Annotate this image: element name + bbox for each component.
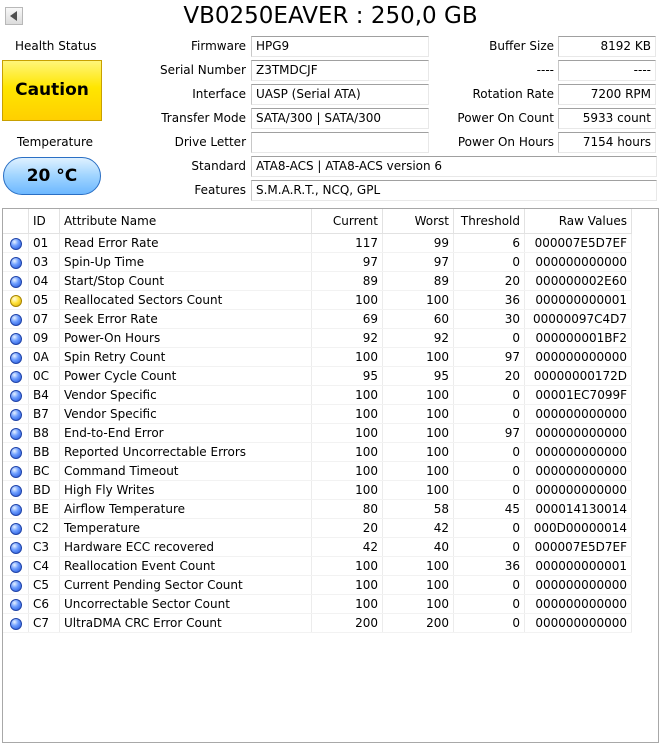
attribute-id: C7: [29, 614, 60, 633]
health-status-badge[interactable]: Caution: [2, 60, 102, 121]
power-on-count-field: 5933 count: [558, 108, 656, 129]
raw-value: 000000002E60: [525, 272, 632, 291]
threshold-value: 97: [454, 424, 525, 443]
threshold-value: 45: [454, 500, 525, 519]
attribute-id: C6: [29, 595, 60, 614]
table-row[interactable]: [3, 500, 632, 519]
table-row[interactable]: [3, 367, 632, 386]
good-status-icon: [10, 428, 22, 440]
worst-value: 100: [383, 424, 454, 443]
drive-letter-label: Drive Letter: [174, 135, 246, 149]
raw-value: 000007E5D7EF: [525, 538, 632, 557]
table-row[interactable]: [3, 614, 632, 633]
attribute-name: Read Error Rate: [60, 234, 312, 253]
attribute-name: Power-On Hours: [60, 329, 312, 348]
attribute-name: Spin-Up Time: [60, 253, 312, 272]
worst-value: 99: [383, 234, 454, 253]
column-header-threshold[interactable]: Threshold: [454, 209, 525, 234]
table-row[interactable]: [3, 272, 632, 291]
threshold-value: 6: [454, 234, 525, 253]
current-value: 20: [312, 519, 383, 538]
raw-value: 000000001BF2: [525, 329, 632, 348]
attribute-name: High Fly Writes: [60, 481, 312, 500]
worst-value: 100: [383, 481, 454, 500]
attribute-id: B4: [29, 386, 60, 405]
attribute-name: Reallocation Event Count: [60, 557, 312, 576]
threshold-value: 36: [454, 291, 525, 310]
temperature-badge[interactable]: 20 °C: [3, 157, 101, 195]
attribute-name: Reported Uncorrectable Errors: [60, 443, 312, 462]
attribute-name: Temperature: [60, 519, 312, 538]
threshold-value: 0: [454, 253, 525, 272]
status-cell: [3, 310, 29, 329]
attribute-name: Seek Error Rate: [60, 310, 312, 329]
table-row[interactable]: [3, 576, 632, 595]
features-label: Features: [194, 183, 246, 197]
status-cell: [3, 614, 29, 633]
table-row[interactable]: [3, 310, 632, 329]
disk-title: VB0250EAVER : 250,0 GB: [183, 3, 478, 29]
good-status-icon: [10, 352, 22, 364]
threshold-value: 0: [454, 405, 525, 424]
attribute-id: C3: [29, 538, 60, 557]
good-status-icon: [10, 257, 22, 269]
attribute-name: Spin Retry Count: [60, 348, 312, 367]
table-row[interactable]: [3, 348, 632, 367]
worst-value: 60: [383, 310, 454, 329]
table-row[interactable]: [3, 253, 632, 272]
attribute-id: 04: [29, 272, 60, 291]
worst-value: 100: [383, 443, 454, 462]
worst-value: 100: [383, 405, 454, 424]
attribute-id: 07: [29, 310, 60, 329]
attribute-name: Command Timeout: [60, 462, 312, 481]
threshold-value: 0: [454, 462, 525, 481]
good-status-icon: [10, 542, 22, 554]
table-row[interactable]: [3, 595, 632, 614]
attribute-id: BD: [29, 481, 60, 500]
threshold-value: 0: [454, 595, 525, 614]
drive-letter-field: [251, 132, 429, 153]
current-value: 200: [312, 614, 383, 633]
unknown-field: ----: [558, 60, 656, 81]
worst-value: 40: [383, 538, 454, 557]
threshold-value: 0: [454, 443, 525, 462]
good-status-icon: [10, 485, 22, 497]
attribute-id: 01: [29, 234, 60, 253]
table-row[interactable]: [3, 462, 632, 481]
current-value: 100: [312, 443, 383, 462]
current-value: 100: [312, 405, 383, 424]
worst-value: 200: [383, 614, 454, 633]
worst-value: 89: [383, 272, 454, 291]
worst-value: 100: [383, 595, 454, 614]
current-value: 100: [312, 291, 383, 310]
attribute-name: Uncorrectable Sector Count: [60, 595, 312, 614]
column-header-id[interactable]: ID: [29, 209, 60, 234]
worst-value: 97: [383, 253, 454, 272]
good-status-icon: [10, 371, 22, 383]
attribute-name: Current Pending Sector Count: [60, 576, 312, 595]
current-value: 100: [312, 595, 383, 614]
worst-value: 95: [383, 367, 454, 386]
transfer-mode-label: Transfer Mode: [161, 111, 246, 125]
status-cell: [3, 576, 29, 595]
threshold-value: 0: [454, 481, 525, 500]
raw-value: 00000097C4D7: [525, 310, 632, 329]
current-value: 100: [312, 557, 383, 576]
threshold-value: 0: [454, 576, 525, 595]
attribute-id: C5: [29, 576, 60, 595]
status-cell: [3, 367, 29, 386]
serial-number-field: Z3TMDCJF: [251, 60, 429, 81]
threshold-value: 36: [454, 557, 525, 576]
attribute-id: C4: [29, 557, 60, 576]
serial-number-label: Serial Number: [160, 63, 246, 77]
attribute-name: Vendor Specific: [60, 405, 312, 424]
current-value: 100: [312, 576, 383, 595]
table-row[interactable]: [3, 386, 632, 405]
threshold-value: 0: [454, 538, 525, 557]
raw-value: 000000000000: [525, 481, 632, 500]
good-status-icon: [10, 314, 22, 326]
smart-attributes-table[interactable]: [2, 208, 659, 743]
threshold-value: 0: [454, 329, 525, 348]
status-cell: [3, 557, 29, 576]
status-cell: [3, 538, 29, 557]
firmware-field: HPG9: [251, 36, 429, 57]
raw-value: 000000000000: [525, 348, 632, 367]
raw-value: 000000000000: [525, 443, 632, 462]
column-header-current[interactable]: Current: [312, 209, 383, 234]
attribute-name: Start/Stop Count: [60, 272, 312, 291]
attribute-id: C2: [29, 519, 60, 538]
attribute-name: Power Cycle Count: [60, 367, 312, 386]
raw-value: 000000000000: [525, 405, 632, 424]
current-value: 80: [312, 500, 383, 519]
raw-value: 000D00000014: [525, 519, 632, 538]
status-cell: [3, 253, 29, 272]
table-row[interactable]: [3, 234, 632, 253]
caution-status-icon: [10, 295, 22, 307]
attribute-id: 0C: [29, 367, 60, 386]
raw-value: 000000000000: [525, 576, 632, 595]
worst-value: 100: [383, 462, 454, 481]
good-status-icon: [10, 561, 22, 573]
threshold-value: 0: [454, 386, 525, 405]
worst-value: 92: [383, 329, 454, 348]
good-status-icon: [10, 276, 22, 288]
column-header-raw-values[interactable]: Raw Values: [525, 209, 632, 234]
threshold-value: 0: [454, 614, 525, 633]
good-status-icon: [10, 409, 22, 421]
good-status-icon: [10, 466, 22, 478]
status-cell: [3, 348, 29, 367]
attribute-id: 03: [29, 253, 60, 272]
table-row[interactable]: [3, 405, 632, 424]
attribute-name: End-to-End Error: [60, 424, 312, 443]
current-value: 117: [312, 234, 383, 253]
attribute-id: 05: [29, 291, 60, 310]
column-header-worst[interactable]: Worst: [383, 209, 454, 234]
current-value: 92: [312, 329, 383, 348]
threshold-value: 20: [454, 367, 525, 386]
good-status-icon: [10, 580, 22, 592]
interface-field: UASP (Serial ATA): [251, 84, 429, 105]
table-row[interactable]: [3, 557, 632, 576]
good-status-icon: [10, 333, 22, 345]
worst-value: 100: [383, 576, 454, 595]
temperature-label: Temperature: [17, 135, 94, 149]
power-on-hours-field: 7154 hours: [558, 132, 656, 153]
rotation-rate-label: Rotation Rate: [472, 87, 554, 101]
table-row[interactable]: [3, 538, 632, 557]
current-value: 97: [312, 253, 383, 272]
power-on-hours-label: Power On Hours: [457, 135, 554, 149]
raw-value: 000007E5D7EF: [525, 234, 632, 253]
worst-value: 100: [383, 291, 454, 310]
raw-value: 00000000172D: [525, 367, 632, 386]
power-on-count-label: Power On Count: [457, 111, 554, 125]
raw-value: 00001EC7099F: [525, 386, 632, 405]
current-value: 69: [312, 310, 383, 329]
raw-value: 000000000000: [525, 595, 632, 614]
health-status-label: Health Status: [15, 39, 97, 53]
attribute-id: B7: [29, 405, 60, 424]
status-cell: [3, 595, 29, 614]
firmware-label: Firmware: [191, 39, 246, 53]
rotation-rate-field: 7200 RPM: [558, 84, 656, 105]
table-row[interactable]: [3, 424, 632, 443]
status-cell: [3, 386, 29, 405]
good-status-icon: [10, 618, 22, 630]
threshold-value: 30: [454, 310, 525, 329]
transfer-mode-field: SATA/300 | SATA/300: [251, 108, 429, 129]
attribute-name: Hardware ECC recovered: [60, 538, 312, 557]
features-field: S.M.A.R.T., NCQ, GPL: [251, 180, 657, 201]
status-cell: [3, 443, 29, 462]
status-cell: [3, 272, 29, 291]
status-cell: [3, 291, 29, 310]
good-status-icon: [10, 523, 22, 535]
status-cell: [3, 405, 29, 424]
status-cell: [3, 481, 29, 500]
attribute-id: 09: [29, 329, 60, 348]
status-cell: [3, 500, 29, 519]
raw-value: 000000000000: [525, 253, 632, 272]
current-value: 89: [312, 272, 383, 291]
attribute-name: UltraDMA CRC Error Count: [60, 614, 312, 633]
raw-value: 000000000001: [525, 557, 632, 576]
status-cell: [3, 519, 29, 538]
attribute-id: B8: [29, 424, 60, 443]
status-cell: [3, 462, 29, 481]
attribute-name: Reallocated Sectors Count: [60, 291, 312, 310]
attribute-name: Airflow Temperature: [60, 500, 312, 519]
current-value: 95: [312, 367, 383, 386]
worst-value: 100: [383, 348, 454, 367]
table-header-row: [3, 209, 632, 234]
status-cell: [3, 329, 29, 348]
current-value: 100: [312, 462, 383, 481]
interface-label: Interface: [192, 87, 246, 101]
raw-value: 000000000000: [525, 424, 632, 443]
attribute-id: 0A: [29, 348, 60, 367]
table-row[interactable]: [3, 443, 632, 462]
worst-value: 42: [383, 519, 454, 538]
attribute-id: BE: [29, 500, 60, 519]
column-header-status[interactable]: [3, 209, 29, 234]
threshold-value: 20: [454, 272, 525, 291]
unknown-label: ----: [536, 63, 554, 77]
standard-label: Standard: [191, 159, 246, 173]
current-value: 100: [312, 424, 383, 443]
column-header-attribute-name[interactable]: Attribute Name: [60, 209, 312, 234]
standard-field: ATA8-ACS | ATA8-ACS version 6: [251, 156, 657, 177]
good-status-icon: [10, 390, 22, 402]
current-value: 42: [312, 538, 383, 557]
buffer-size-label: Buffer Size: [489, 39, 554, 53]
table-row[interactable]: [3, 329, 632, 348]
raw-value: 000014130014: [525, 500, 632, 519]
threshold-value: 0: [454, 519, 525, 538]
table-row[interactable]: [3, 481, 632, 500]
good-status-icon: [10, 447, 22, 459]
raw-value: 000000000000: [525, 614, 632, 633]
worst-value: 100: [383, 557, 454, 576]
attribute-name: Vendor Specific: [60, 386, 312, 405]
good-status-icon: [10, 504, 22, 516]
raw-value: 000000000000: [525, 462, 632, 481]
status-cell: [3, 234, 29, 253]
good-status-icon: [10, 238, 22, 250]
attribute-id: BC: [29, 462, 60, 481]
good-status-icon: [10, 599, 22, 611]
threshold-value: 97: [454, 348, 525, 367]
raw-value: 000000000001: [525, 291, 632, 310]
worst-value: 58: [383, 500, 454, 519]
current-value: 100: [312, 386, 383, 405]
buffer-size-field: 8192 KB: [558, 36, 656, 57]
worst-value: 100: [383, 386, 454, 405]
table-row[interactable]: [3, 291, 632, 310]
current-value: 100: [312, 481, 383, 500]
current-value: 100: [312, 348, 383, 367]
status-cell: [3, 424, 29, 443]
table-row[interactable]: [3, 519, 632, 538]
attribute-id: BB: [29, 443, 60, 462]
